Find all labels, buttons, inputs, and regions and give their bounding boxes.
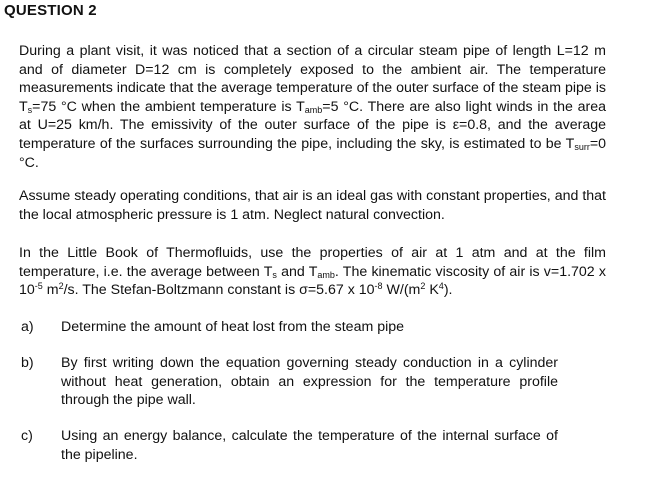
p3-text-5: /s. The Stefan-Boltzmann constant is σ=5.67 x 10 xyxy=(63,282,375,299)
p3-sub-amb: amb xyxy=(317,269,335,280)
p3-text-3: . The kinematic viscosity of air is v=1.702 x 10 xyxy=(19,263,606,299)
p3-exp-5: 4 xyxy=(438,281,444,292)
p3-text-4: m xyxy=(42,282,59,299)
p3-text-8: ). xyxy=(443,282,453,299)
p3-exp-1: -5 xyxy=(34,281,43,292)
question-text: By first writing down the equation governing steady conduction in a cylinder without heat generation, obtain an expression for the temperature profile through the pipe wall. xyxy=(61,355,558,409)
p1-sub-surr: surr xyxy=(574,141,590,152)
p3-exp-2: 2 xyxy=(58,281,64,292)
question-title: QUESTION 2 xyxy=(4,2,97,19)
assumptions-paragraph: Assume steady operating conditions, that air is an ideal gas with constant properties, and that the local atmospheric pressure is 1 atm. Neglect natural convection. xyxy=(19,188,606,223)
question-label: a) xyxy=(21,319,34,335)
p1-text-1: During a plant visit, it was noticed that a section of a circular steam pipe of length L=12 m and of diameter D=12 cm is completely exposed to the ambient air. The temperature measurements indicate that the average temperature of the outer surface of the steam pipe is T xyxy=(19,43,606,115)
p3-exp-4: 2 xyxy=(420,281,426,292)
question-text: Determine the amount of heat lost from the steam pipe xyxy=(61,319,405,335)
p1-sub-amb: amb xyxy=(304,104,323,115)
p3-exp-3: -8 xyxy=(374,281,383,292)
p1-sub-s: s xyxy=(27,104,33,115)
properties-paragraph xyxy=(19,244,606,300)
p1-text-3: =5 °C. There are also light winds in the area at U=25 km/h. The emissivity of the outer surface of the pipe is ε=0.8, and the average temperature of the surfaces surrounding the pipe, including the sky, is estimated to be T xyxy=(19,98,607,152)
p3-text-7: K xyxy=(425,282,439,299)
p1-text-4: =0 °C. xyxy=(19,135,606,171)
p3-text-1: In the Little Book of Thermofluids, use the properties of air at 1 atm and at the film temperature, i.e. the average between T xyxy=(19,245,606,280)
problem-description-paragraph xyxy=(19,42,606,172)
p3-sub-s: s xyxy=(272,269,277,280)
p3-text-6: W/(m xyxy=(382,282,421,299)
question-label: c) xyxy=(21,428,33,444)
question-text: Using an energy balance, calculate the temperature of the internal surface of the pipeline. xyxy=(61,428,558,463)
question-label: b) xyxy=(21,355,34,371)
p3-text-2: and T xyxy=(276,263,318,280)
p1-text-2: =75 °C when the ambient temperature is T xyxy=(32,98,305,115)
